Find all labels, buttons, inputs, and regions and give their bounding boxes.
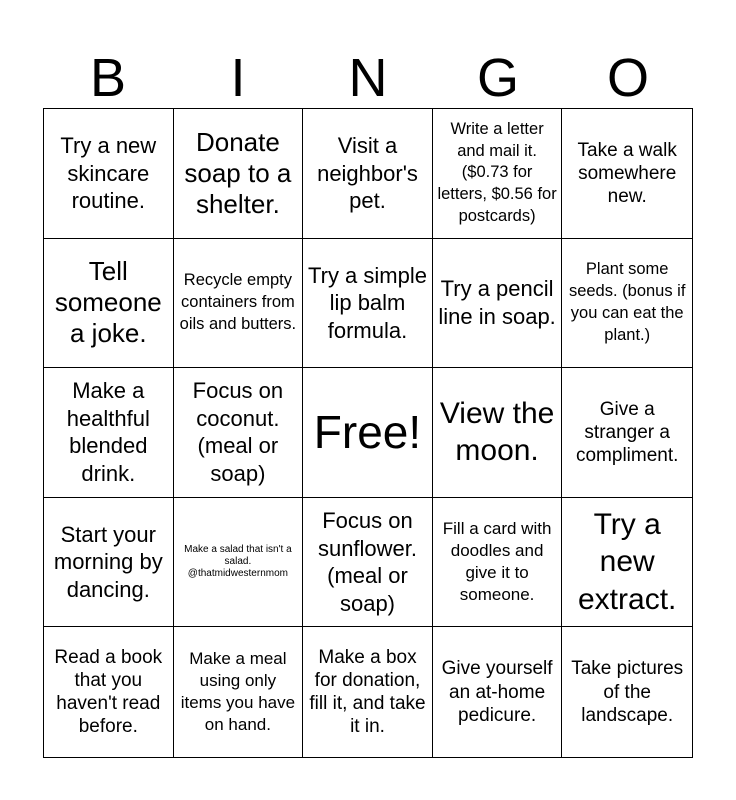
bingo-cell-17[interactable] bbox=[174, 498, 304, 628]
bingo-cell-text: Make a salad that isn't a salad. @thatmidwesternmom bbox=[184, 544, 292, 580]
bingo-cell-text: Free! bbox=[313, 406, 422, 459]
bingo-cell-text: Focus on coconut. (meal or soap) bbox=[192, 378, 284, 486]
bingo-cell-text: Donate soap to a shelter. bbox=[184, 126, 292, 219]
bingo-cell-text: Plant some seeds. (bonus if you can eat the plant.) bbox=[568, 260, 686, 344]
bingo-cell-text: Visit a neighbor's pet. bbox=[317, 133, 418, 214]
bingo-cell-free[interactable] bbox=[303, 368, 433, 498]
bingo-cell-5[interactable] bbox=[562, 109, 692, 239]
header-letter-g: G bbox=[476, 48, 519, 108]
bingo-cell-text: Read a book that you haven't read before. bbox=[54, 646, 163, 738]
bingo-cell-1[interactable] bbox=[44, 109, 174, 239]
bingo-cell-20[interactable] bbox=[562, 498, 692, 628]
bingo-cell-6[interactable] bbox=[44, 239, 174, 369]
bingo-cell-text: Tell someone a joke. bbox=[54, 256, 162, 349]
bingo-cell-text: Write a letter and mail it. ($0.73 for letters, $0.56 for postcards) bbox=[437, 119, 557, 225]
bingo-header bbox=[43, 42, 693, 108]
bingo-board bbox=[43, 108, 693, 758]
bingo-cell-text: Take a walk somewhere new. bbox=[577, 139, 677, 207]
bingo-cell-text: Make a healthful blended drink. bbox=[66, 378, 150, 486]
header-letter-i: I bbox=[230, 48, 246, 108]
bingo-cell-text: Give yourself an at-home pedicure. bbox=[441, 658, 553, 726]
bingo-cell-3[interactable] bbox=[303, 109, 433, 239]
bingo-cell-21[interactable] bbox=[44, 627, 174, 757]
bingo-cell-text: Take pictures of the landscape. bbox=[571, 658, 684, 726]
header-letter-n: N bbox=[348, 48, 388, 108]
header-letter-b: B bbox=[89, 48, 127, 108]
bingo-cell-12[interactable] bbox=[174, 368, 304, 498]
bingo-cell-text: Try a pencil line in soap. bbox=[438, 276, 556, 329]
bingo-cell-text: Focus on sunflower. (meal or soap) bbox=[317, 508, 418, 616]
bingo-cell-2[interactable] bbox=[174, 109, 304, 239]
bingo-cell-text: Make a box for donation, fill it, and take it in. bbox=[309, 646, 426, 738]
bingo-cell-11[interactable] bbox=[44, 368, 174, 498]
bingo-cell-14[interactable] bbox=[433, 368, 563, 498]
bingo-cell-10[interactable] bbox=[562, 239, 692, 369]
bingo-cell-text: Recycle empty containers from oils and butters. bbox=[179, 271, 297, 333]
bingo-cell-text: Try a new skincare routine. bbox=[60, 133, 157, 214]
bingo-cell-24[interactable] bbox=[433, 627, 563, 757]
bingo-cell-15[interactable] bbox=[562, 368, 692, 498]
bingo-cell-text: Give a stranger a compliment. bbox=[575, 398, 679, 467]
bingo-cell-text: Start your morning by dancing. bbox=[53, 521, 163, 602]
bingo-cell-text: Try a simple lip balm formula. bbox=[308, 262, 427, 343]
bingo-cell-19[interactable] bbox=[433, 498, 563, 628]
bingo-cell-text: Try a new extract. bbox=[578, 507, 677, 616]
bingo-cell-16[interactable] bbox=[44, 498, 174, 628]
bingo-cell-8[interactable] bbox=[303, 239, 433, 369]
bingo-cell-18[interactable] bbox=[303, 498, 433, 628]
bingo-cell-7[interactable] bbox=[174, 239, 304, 369]
bingo-cell-text: Fill a card with doodles and give it to someone. bbox=[442, 518, 552, 605]
bingo-cell-4[interactable] bbox=[433, 109, 563, 239]
bingo-cell-9[interactable] bbox=[433, 239, 563, 369]
header-letter-o: O bbox=[606, 48, 649, 108]
bingo-cell-25[interactable] bbox=[562, 627, 692, 757]
bingo-cell-text: View the moon. bbox=[439, 396, 555, 468]
bingo-cell-23[interactable] bbox=[303, 627, 433, 757]
bingo-cell-text: Make a meal using only items you have on hand. bbox=[180, 649, 296, 735]
bingo-cell-22[interactable] bbox=[174, 627, 304, 757]
